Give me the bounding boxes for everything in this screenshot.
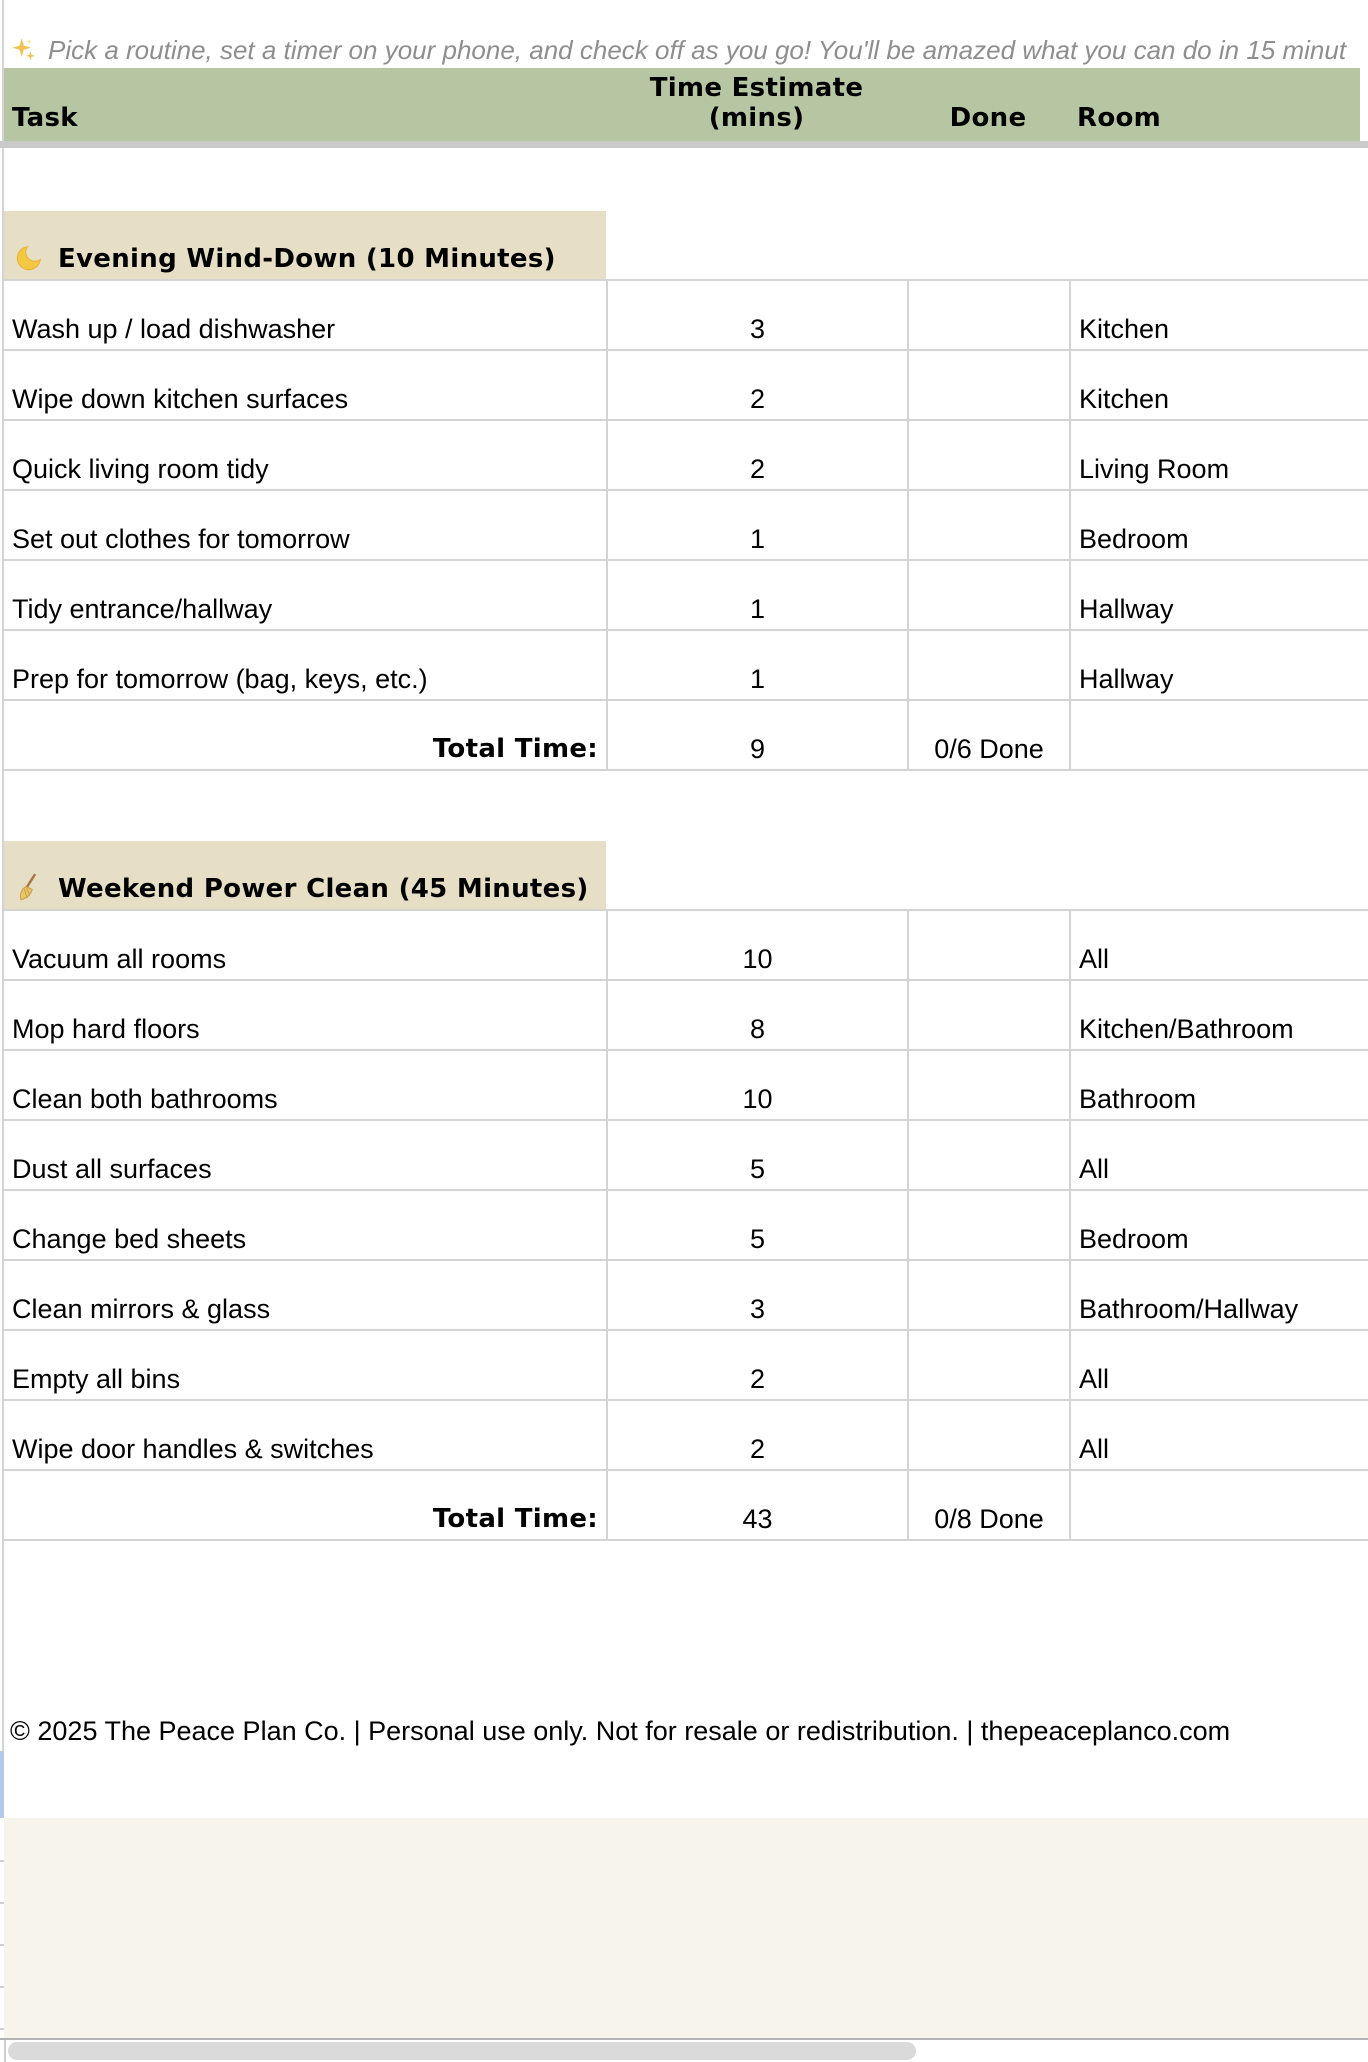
task-cell[interactable]: Tidy entrance/hallway [12, 593, 273, 624]
time-cell[interactable]: 1 [606, 631, 907, 699]
copyright-text: © 2025 The Peace Plan Co. | Personal use only. Not for resale or redistribution. | thepeaceplanco.com [10, 1716, 1231, 1746]
total-time-value[interactable]: 43 [606, 1471, 907, 1539]
time-cell[interactable]: 5 [606, 1191, 907, 1259]
total-time-value[interactable]: 9 [606, 701, 907, 769]
task-row [4, 1261, 1368, 1331]
row-tick [0, 2028, 4, 2030]
frozen-row-shadow [0, 141, 1368, 148]
time-cell[interactable]: 8 [606, 981, 907, 1049]
section-evening-wind-down [0, 211, 1368, 771]
task-row [4, 911, 1368, 981]
task-cell[interactable]: Wash up / load dishwasher [12, 313, 336, 344]
done-summary[interactable]: 0/6 Done [907, 701, 1069, 769]
room-cell[interactable]: Bathroom/Hallway [1069, 1261, 1368, 1329]
task-row [4, 1121, 1368, 1191]
room-cell[interactable]: Hallway [1069, 631, 1368, 699]
done-summary[interactable]: 0/8 Done [907, 1471, 1069, 1539]
scrollbar-left-separator [4, 2040, 6, 2062]
time-cell[interactable]: 3 [606, 281, 907, 349]
section-header-row[interactable] [4, 211, 1368, 281]
done-cell[interactable] [907, 1121, 1069, 1189]
time-cell[interactable]: 2 [606, 351, 907, 419]
totals-row [4, 1471, 1368, 1541]
task-row [4, 631, 1368, 701]
room-cell[interactable]: Bathroom [1069, 1051, 1368, 1119]
room-cell[interactable]: All [1069, 1331, 1368, 1399]
done-cell[interactable] [907, 491, 1069, 559]
task-row [4, 491, 1368, 561]
time-cell[interactable]: 2 [606, 421, 907, 489]
time-cell[interactable]: 2 [606, 1331, 907, 1399]
section-title: Weekend Power Clean (45 Minutes) [58, 873, 589, 904]
selected-cell-edge [0, 1751, 4, 1818]
bottom-cream-block [4, 1818, 1368, 2038]
task-cell[interactable]: Dust all surfaces [12, 1153, 212, 1184]
crescent-moon-icon [14, 243, 44, 273]
task-cell[interactable]: Mop hard floors [12, 1013, 200, 1044]
sheet-header-row[interactable] [4, 68, 1360, 141]
column-header-task[interactable]: Task [12, 103, 78, 133]
room-cell[interactable]: Bedroom [1069, 491, 1368, 559]
task-cell[interactable]: Clean both bathrooms [12, 1083, 278, 1114]
note-cell[interactable] [10, 32, 1368, 68]
room-cell[interactable]: All [1069, 911, 1368, 979]
task-row [4, 1051, 1368, 1121]
total-time-label[interactable]: Total Time: [432, 1503, 598, 1534]
task-row [4, 981, 1368, 1051]
room-cell[interactable]: Kitchen/Bathroom [1069, 981, 1368, 1049]
task-row [4, 1191, 1368, 1261]
row-tick [0, 1860, 4, 1862]
time-cell[interactable]: 5 [606, 1121, 907, 1189]
column-header-done[interactable]: Done [949, 103, 1027, 133]
row-tick [0, 1902, 4, 1904]
task-row [4, 1331, 1368, 1401]
section-header-cell[interactable] [4, 841, 606, 909]
task-row [4, 281, 1368, 351]
room-cell[interactable]: All [1069, 1121, 1368, 1189]
room-cell[interactable]: Kitchen [1069, 281, 1368, 349]
task-cell[interactable]: Change bed sheets [12, 1223, 247, 1254]
done-cell[interactable] [907, 281, 1069, 349]
task-row [4, 561, 1368, 631]
done-cell[interactable] [907, 1191, 1069, 1259]
done-cell[interactable] [907, 1051, 1069, 1119]
task-cell[interactable]: Quick living room tidy [12, 453, 269, 484]
time-cell[interactable]: 10 [606, 911, 907, 979]
done-cell[interactable] [907, 351, 1069, 419]
section-title: Evening Wind-Down (10 Minutes) [58, 243, 556, 274]
time-cell[interactable]: 10 [606, 1051, 907, 1119]
room-cell[interactable]: Living Room [1069, 421, 1368, 489]
section-header-row[interactable] [4, 841, 1368, 911]
room-cell[interactable]: Bedroom [1069, 1191, 1368, 1259]
room-cell[interactable] [1069, 701, 1368, 769]
done-cell[interactable] [907, 981, 1069, 1049]
room-cell[interactable]: All [1069, 1401, 1368, 1469]
column-header-room[interactable]: Room [1077, 103, 1162, 133]
task-cell[interactable]: Clean mirrors & glass [12, 1293, 271, 1324]
task-cell[interactable]: Prep for tomorrow (bag, keys, etc.) [12, 663, 428, 694]
horizontal-scrollbar-thumb[interactable] [8, 2042, 916, 2060]
task-row [4, 421, 1368, 491]
section-header-cell[interactable] [4, 211, 606, 279]
time-cell[interactable]: 1 [606, 491, 907, 559]
task-cell[interactable]: Wipe door handles & switches [12, 1433, 374, 1464]
task-cell[interactable]: Vacuum all rooms [12, 943, 227, 974]
time-cell[interactable]: 3 [606, 1261, 907, 1329]
section-weekend-power-clean [0, 841, 1368, 1541]
row-tick [0, 1944, 4, 1946]
task-row [4, 351, 1368, 421]
task-cell[interactable]: Set out clothes for tomorrow [12, 523, 350, 554]
done-cell[interactable] [907, 1261, 1069, 1329]
sparkles-icon [10, 36, 38, 64]
time-cell[interactable]: 1 [606, 561, 907, 629]
time-cell[interactable]: 2 [606, 1401, 907, 1469]
room-cell[interactable]: Hallway [1069, 561, 1368, 629]
room-cell[interactable] [1069, 1471, 1368, 1539]
task-cell[interactable]: Empty all bins [12, 1363, 181, 1394]
note-text: Pick a routine, set a timer on your phone, and check off as you go! You'll be amazed what you can do in 15 minut [48, 34, 1347, 65]
row-tick [0, 1986, 4, 1988]
done-cell[interactable] [907, 421, 1069, 489]
task-row [4, 1401, 1368, 1471]
broom-icon [14, 873, 44, 903]
totals-row [4, 701, 1368, 771]
column-header-time[interactable]: Time Estimate (mins) [649, 73, 864, 133]
done-cell[interactable] [907, 1331, 1069, 1399]
done-cell[interactable] [907, 631, 1069, 699]
done-cell[interactable] [907, 561, 1069, 629]
done-cell[interactable] [907, 911, 1069, 979]
room-cell[interactable]: Kitchen [1069, 351, 1368, 419]
done-cell[interactable] [907, 1401, 1069, 1469]
task-cell[interactable]: Wipe down kitchen surfaces [12, 383, 349, 414]
total-time-label[interactable]: Total Time: [432, 733, 598, 764]
